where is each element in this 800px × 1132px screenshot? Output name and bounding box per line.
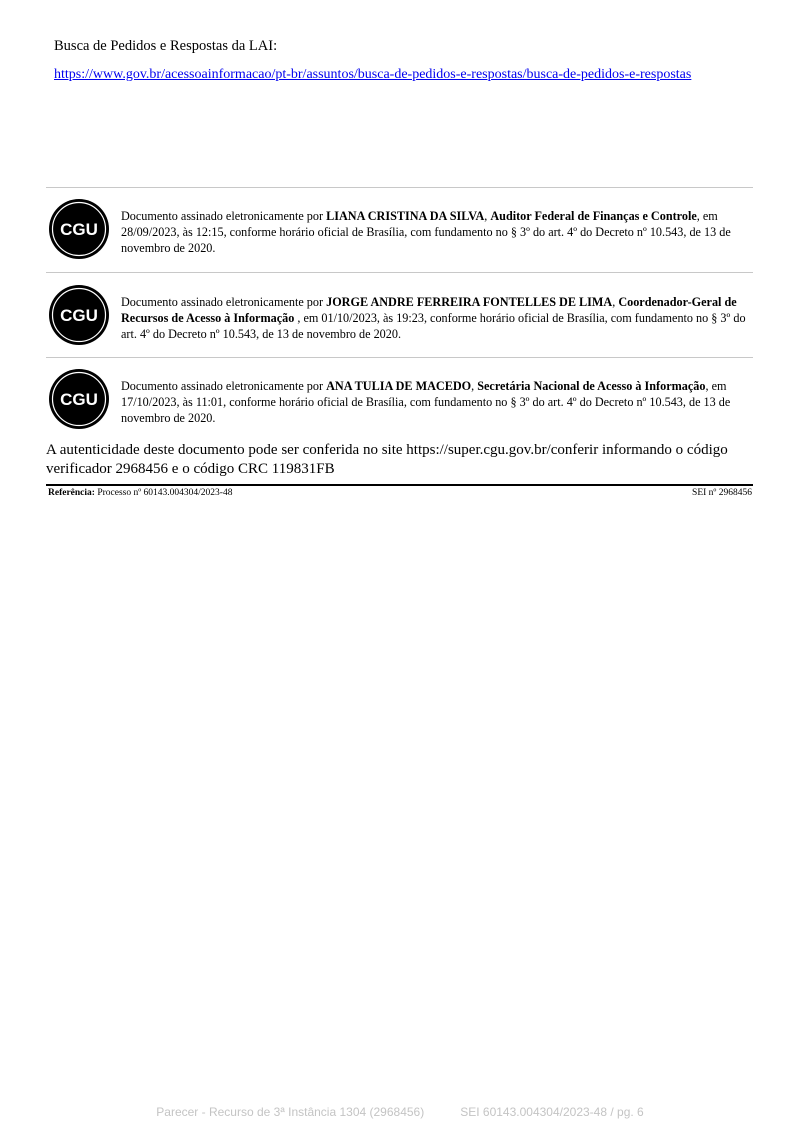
cgu-seal-icon xyxy=(48,198,110,260)
reference-divider xyxy=(46,484,753,486)
lai-search-link[interactable]: https://www.gov.br/acessoainformacao/pt-br/assuntos/busca-de-pedidos-e-respostas/busca-de-pedidos-e-respostas xyxy=(54,67,692,82)
page-footer xyxy=(0,1105,800,1119)
signature-divider xyxy=(46,187,753,188)
signer-role: Secretária Nacional de Acesso à Informação xyxy=(477,379,706,393)
signer-role: Auditor Federal de Finanças e Controle xyxy=(490,209,697,223)
signature-text: Documento assinado eletronicamente por LIANA CRISTINA DA SILVA, Auditor Federal de Finanças e Controle, em 28/09/2023, às 12:15, conforme horário oficial de Brasília, com fundamento no § 3º do art. 4º do Decreto nº 10.543, de 13 de novembro de 2020. xyxy=(121,209,731,255)
signer-role: Coordenador-Geral de Recursos de Acesso à Informação xyxy=(121,295,737,325)
signer-name: JORGE ANDRE FERREIRA FONTELLES DE LIMA xyxy=(326,295,613,309)
footer-document-title: Parecer - Recurso de 3ª Instância 1304 (2968456) xyxy=(156,1105,425,1119)
signature-divider xyxy=(46,357,753,358)
authenticity-note: A autenticidade deste documento pode ser conferida no site https://super.cgu.gov.br/conferir informando o código verificador 2968456 e o código CRC 119831FB xyxy=(46,442,728,477)
cgu-seal-icon xyxy=(48,368,110,430)
cgu-seal-icon xyxy=(48,284,110,346)
seal-text: CGU xyxy=(60,220,98,239)
signature-text: Documento assinado eletronicamente por ANA TULIA DE MACEDO, Secretária Nacional de Acesso à Informação, em 17/10/2023, às 11:01, conforme horário oficial de Brasília, com fundamento no § 3º do art. 4º do Decreto nº 10.543, de 13 de novembro de 2020. xyxy=(121,379,731,425)
seal-text: CGU xyxy=(60,390,98,409)
reference-process xyxy=(48,488,232,498)
signature-divider xyxy=(46,272,753,273)
process-number: Processo nº 60143.004304/2023-48 xyxy=(94,488,233,498)
footer-page-info: SEI 60143.004304/2023-48 / pg. 6 xyxy=(460,1105,644,1119)
signature-text: Documento assinado eletronicamente por JORGE ANDRE FERREIRA FONTELLES DE LIMA, Coordenador-Geral de Recursos de Acesso à Informação , em 01/10/2023, às 19:23, conforme horário oficial de Brasília, com fundamento no § 3º do art. 4º do Decreto nº 10.543, de 13 de novembro de 2020. xyxy=(121,295,746,341)
signer-name: LIANA CRISTINA DA SILVA xyxy=(326,209,485,223)
seal-text: CGU xyxy=(60,306,98,325)
sei-number: SEI nº 2968456 xyxy=(692,488,752,498)
signer-name: ANA TULIA DE MACEDO xyxy=(326,379,472,393)
reference-label: Referência: xyxy=(48,488,95,498)
intro-label: Busca de Pedidos e Respostas da LAI: xyxy=(54,38,278,54)
